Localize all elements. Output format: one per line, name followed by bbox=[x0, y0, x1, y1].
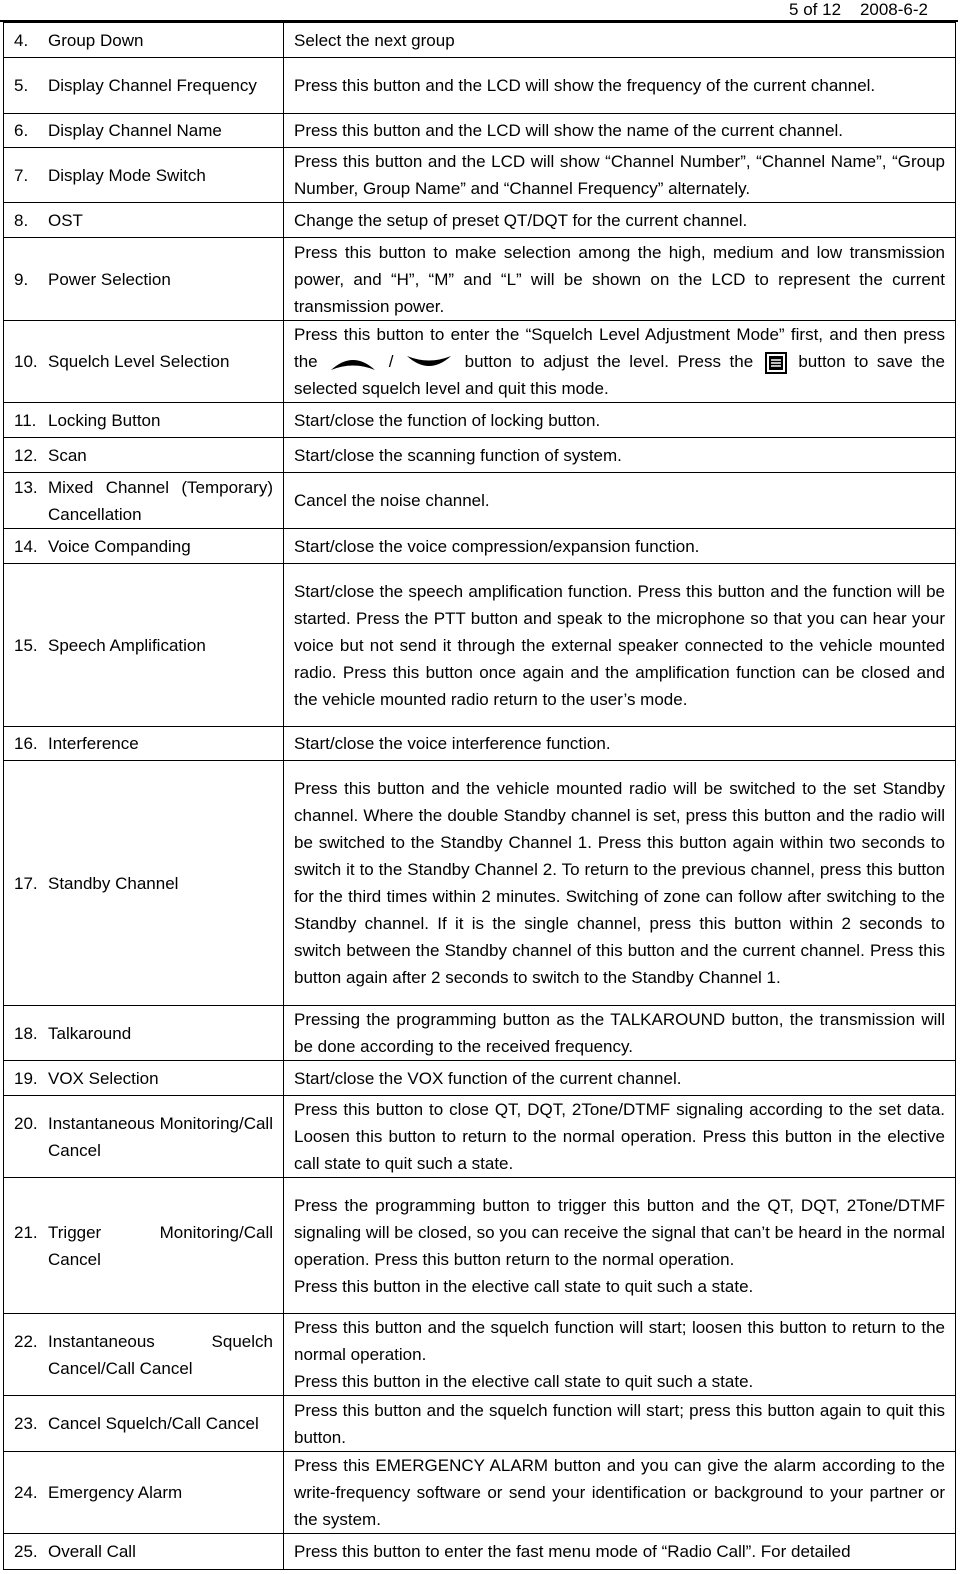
function-description-cell bbox=[284, 58, 956, 114]
function-name: OST bbox=[48, 210, 83, 230]
function-description: Press this button to make selection among the high, medium and low transmission power, and “H”, “M” and “L” will be shown on the LCD to represent the current transmission power. bbox=[294, 242, 945, 316]
function-name-cell bbox=[4, 58, 284, 114]
function-description-cell bbox=[284, 1396, 956, 1452]
function-name-cell bbox=[4, 114, 284, 148]
function-description bbox=[294, 325, 945, 398]
description-text: button to save the selected squelch level and quit this mode. bbox=[294, 352, 945, 398]
function-name-cell bbox=[4, 473, 284, 529]
function-name-cell bbox=[4, 1096, 284, 1178]
item-number: 8. bbox=[14, 210, 29, 230]
menu-key-icon bbox=[765, 352, 787, 374]
function-description-cell bbox=[284, 727, 956, 761]
function-description: Press this button to close QT, DQT, 2Tone/DTMF signaling according to the set data. Loosen this button to return to the normal operation. Press this button in the elective call state to quit such a state. bbox=[294, 1100, 945, 1173]
function-description: Start/close the voice interference function. bbox=[294, 734, 611, 753]
function-name: Emergency Alarm bbox=[48, 1483, 183, 1502]
function-name: Interference bbox=[48, 734, 139, 753]
table-row bbox=[4, 564, 956, 727]
function-description-cell bbox=[284, 1096, 956, 1178]
item-number: 7. bbox=[14, 165, 29, 185]
function-description-cell bbox=[284, 1534, 956, 1570]
function-description: Start/close the VOX function of the current channel. bbox=[294, 1068, 682, 1088]
function-name-cell bbox=[4, 564, 284, 727]
down-arrow-key-icon bbox=[405, 353, 453, 373]
item-number: 25. bbox=[14, 1542, 38, 1561]
page-header bbox=[789, 0, 928, 20]
function-description-cell bbox=[284, 438, 956, 473]
table-row bbox=[4, 23, 956, 58]
function-name: Scan bbox=[48, 445, 87, 465]
table-row bbox=[4, 1096, 956, 1178]
function-name: Group Down bbox=[48, 30, 144, 50]
item-number: 10. bbox=[14, 352, 38, 371]
function-name: Speech Amplification bbox=[48, 635, 206, 655]
table-row bbox=[4, 203, 956, 238]
function-description-cell bbox=[284, 203, 956, 238]
function-name: Display Mode Switch bbox=[48, 165, 206, 185]
document-date: 2008-6-2 bbox=[859, 0, 928, 19]
item-number: 9. bbox=[14, 269, 29, 289]
function-name: Trigger Monitoring/Call Cancel bbox=[48, 1222, 273, 1269]
function-name: VOX Selection bbox=[48, 1068, 159, 1088]
table-row bbox=[4, 438, 956, 473]
item-number: 5. bbox=[14, 76, 29, 95]
item-number: 14. bbox=[14, 536, 38, 556]
description-text: button to adjust the level. Press the bbox=[464, 352, 754, 371]
function-description-cell bbox=[284, 1061, 956, 1096]
table-row bbox=[4, 761, 956, 1006]
table-row bbox=[4, 1534, 956, 1570]
function-description: Press this button and the squelch function will start; loosen this button to return to the normal operation. bbox=[294, 1318, 945, 1364]
table-row bbox=[4, 1452, 956, 1534]
function-name: Squelch Level Selection bbox=[48, 352, 230, 371]
function-description-cell bbox=[284, 1006, 956, 1061]
function-name-cell bbox=[4, 727, 284, 761]
function-name: Talkaround bbox=[48, 1023, 132, 1043]
function-description: Start/close the voice compression/expansion function. bbox=[294, 536, 700, 556]
function-description-cell bbox=[284, 238, 956, 321]
function-name: Display Channel Name bbox=[48, 121, 222, 140]
item-number: 15. bbox=[14, 635, 38, 655]
function-name-cell bbox=[4, 1178, 284, 1314]
table-row bbox=[4, 1178, 956, 1314]
table-row bbox=[4, 473, 956, 529]
function-description: Start/close the function of locking button. bbox=[294, 410, 601, 430]
function-name: Cancel Squelch/Call Cancel bbox=[48, 1414, 259, 1433]
function-name: Display Channel Frequency bbox=[48, 76, 257, 95]
function-name-cell bbox=[4, 148, 284, 203]
function-description: Press the programming button to trigger this button and the QT, DQT, 2Tone/DTMF signaling will be closed, so you can receive the signal that can’t be heard in the normal operation. Press this button return to the normal operation. bbox=[294, 1195, 945, 1269]
function-description: Press this button and the LCD will show the frequency of the current channel. bbox=[294, 76, 876, 95]
function-description-cell bbox=[284, 1452, 956, 1534]
item-number: 6. bbox=[14, 121, 29, 140]
function-name-cell bbox=[4, 1396, 284, 1452]
function-table bbox=[3, 22, 956, 1570]
description-text: Press this button to enter the “Squelch Level Adjustment Mode” first, and then press the bbox=[294, 325, 945, 371]
function-name-cell bbox=[4, 1452, 284, 1534]
function-name-cell bbox=[4, 529, 284, 564]
item-number: 4. bbox=[14, 30, 29, 50]
function-name-cell bbox=[4, 321, 284, 403]
function-name-cell bbox=[4, 1314, 284, 1396]
table-row bbox=[4, 148, 956, 203]
function-name: Instantaneous Squelch Cancel/Call Cancel bbox=[48, 1331, 273, 1378]
function-name: Voice Companding bbox=[48, 536, 191, 556]
function-description: Change the setup of preset QT/DQT for the current channel. bbox=[294, 210, 748, 230]
table-row bbox=[4, 1061, 956, 1096]
function-description: Press this button to enter the fast menu mode of “Radio Call”. For detailed bbox=[294, 1542, 851, 1561]
item-number: 19. bbox=[14, 1068, 38, 1088]
function-description: Press this button in the elective call state to quit such a state. bbox=[294, 1372, 754, 1391]
function-description: Press this button and the LCD will show the name of the current channel. bbox=[294, 121, 844, 140]
function-description-cell bbox=[284, 1314, 956, 1396]
function-description-cell bbox=[284, 761, 956, 1006]
item-number: 17. bbox=[14, 873, 38, 893]
table-row bbox=[4, 727, 956, 761]
item-number: 11. bbox=[14, 410, 37, 430]
function-name-cell bbox=[4, 761, 284, 1006]
function-description-cell bbox=[284, 564, 956, 727]
function-description-cell bbox=[284, 1178, 956, 1314]
function-description: Pressing the programming button as the TALKAROUND button, the transmission will be done according to the received frequency. bbox=[294, 1010, 945, 1056]
page-number: 5 of 12 bbox=[789, 0, 842, 19]
table-row bbox=[4, 1396, 956, 1452]
function-name-cell bbox=[4, 403, 284, 438]
function-name: Standby Channel bbox=[48, 873, 179, 893]
function-description: Press this button in the elective call state to quit such a state. bbox=[294, 1276, 754, 1296]
function-description: Start/close the speech amplification function. Press this button and the function will be started. Press the PTT button and speak to the microphone so that you can hear your voice but not send it through the external speaker connected to the vehicle mounted radio. Press this button once again and the amplification function can be closed and the vehicle mounted radio return to the user’s mode. bbox=[294, 581, 945, 709]
function-name-cell bbox=[4, 203, 284, 238]
function-description: Press this button and the vehicle mounted radio will be switched to the set Standby channel. Where the double Standby channel is set, press this button and the radio will be switched to the Standby Channel 1. Press this button again within two seconds to switch it to the Standby Channel 2. To return to the previous channel, press this button for the third times within 2 minutes. Switching of zone can follow after switching to the Standby channel. If it is the single channel, press this button within 2 seconds to switch between the Standby channel of this button and the current channel. Press this button again after 2 seconds to switch to the Standby Channel 1. bbox=[294, 779, 945, 987]
function-name-cell bbox=[4, 238, 284, 321]
function-description: Press this EMERGENCY ALARM button and you can give the alarm according to the write-frequency software or send your identification or background to your partner or the system. bbox=[294, 1456, 945, 1529]
function-description-cell bbox=[284, 473, 956, 529]
function-name: Overall Call bbox=[48, 1542, 136, 1561]
table-row bbox=[4, 58, 956, 114]
item-number: 21. bbox=[14, 1222, 38, 1242]
function-description: Cancel the noise channel. bbox=[294, 491, 490, 510]
up-arrow-key-icon bbox=[329, 353, 377, 373]
table-row bbox=[4, 1006, 956, 1061]
function-description: Select the next group bbox=[294, 30, 455, 50]
key-separator: / bbox=[388, 352, 394, 371]
function-name-cell bbox=[4, 1534, 284, 1570]
function-name: Power Selection bbox=[48, 269, 171, 289]
item-number: 24. bbox=[14, 1483, 38, 1502]
table-row bbox=[4, 403, 956, 438]
item-number: 22. bbox=[14, 1331, 38, 1351]
table-row bbox=[4, 238, 956, 321]
function-description-cell bbox=[284, 23, 956, 58]
function-description-cell bbox=[284, 529, 956, 564]
function-name-cell bbox=[4, 1061, 284, 1096]
function-description-cell bbox=[284, 114, 956, 148]
function-name-cell bbox=[4, 1006, 284, 1061]
item-number: 13. bbox=[14, 477, 38, 497]
function-description: Press this button and the LCD will show “Channel Number”, “Channel Name”, “Group Number, Group Name” and “Channel Frequency” alternately. bbox=[294, 152, 945, 198]
function-name-cell bbox=[4, 23, 284, 58]
table-row bbox=[4, 114, 956, 148]
item-number: 18. bbox=[14, 1023, 38, 1043]
table-row bbox=[4, 1314, 956, 1396]
item-number: 12. bbox=[14, 445, 38, 465]
table-row bbox=[4, 529, 956, 564]
function-description: Start/close the scanning function of system. bbox=[294, 445, 622, 465]
function-name: Locking Button bbox=[48, 410, 161, 430]
function-name-cell bbox=[4, 438, 284, 473]
function-description: Press this button and the squelch function will start; press this button again to quit this button. bbox=[294, 1400, 945, 1447]
function-description-cell bbox=[284, 321, 956, 403]
function-name: Instantaneous Monitoring/Call Cancel bbox=[48, 1113, 273, 1160]
table-row bbox=[4, 321, 956, 403]
item-number: 20. bbox=[14, 1113, 38, 1133]
function-description-cell bbox=[284, 148, 956, 203]
item-number: 23. bbox=[14, 1414, 38, 1433]
function-name: Mixed Channel (Temporary) Cancellation bbox=[48, 477, 273, 524]
item-number: 16. bbox=[14, 734, 38, 753]
function-description-cell bbox=[284, 403, 956, 438]
